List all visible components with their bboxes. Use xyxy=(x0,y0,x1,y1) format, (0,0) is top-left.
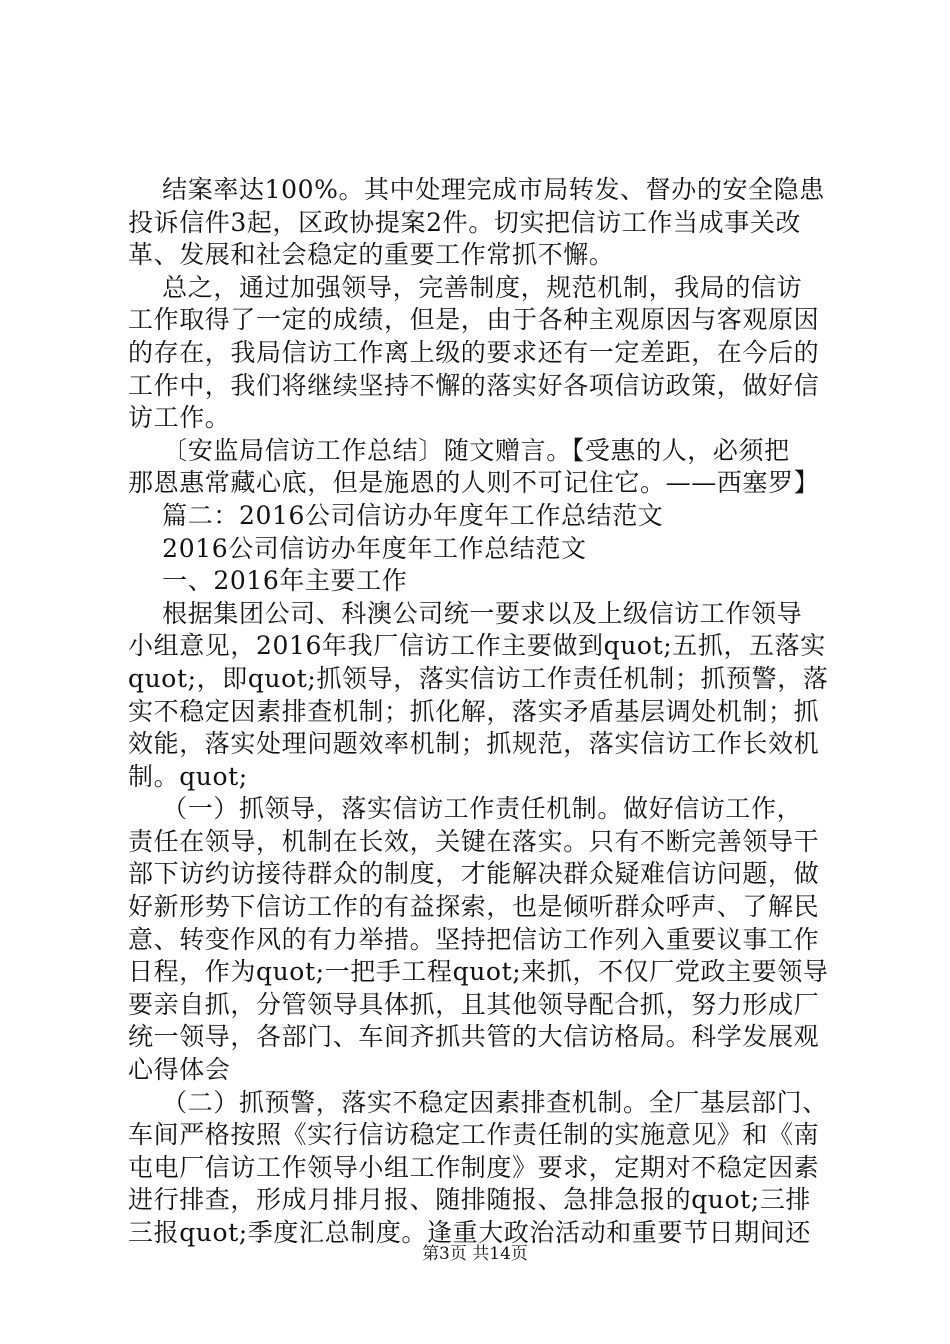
text-line: 意、转变作风的有力举措。坚持把信访工作列入重要议事工作 xyxy=(128,924,820,954)
text-line: 访工作。 xyxy=(128,403,231,433)
text-line: 部下访约访接待群众的制度，才能解决群众疑难信访问题，做 xyxy=(128,859,820,889)
text-line: （二）抓预警，落实不稳定因素排查机制。全厂基层部门、 xyxy=(128,1087,828,1117)
text-line: 革、发展和社会稳定的重要工作常抓不懈。 xyxy=(128,240,615,270)
text-line: 根据集团公司、科澳公司统一要求以及上级信访工作领导 xyxy=(128,598,803,628)
text-line: （一）抓领导，落实信访工作责任机制。做好信访工作， xyxy=(128,794,803,824)
text-line: 的存在，我局信访工作离上级的要求还有一定差距，在今后的 xyxy=(128,337,820,367)
text-line: 实不稳定因素排查机制；抓化解，落实矛盾基层调处机制；抓 xyxy=(128,696,820,726)
text-line: 责任在领导，机制在长效，关键在落实。只有不断完善领导干 xyxy=(128,826,820,856)
text-line: 〔安监局信访工作总结〕随文赠言。【受惠的人，必须把 xyxy=(128,435,790,465)
text-line: 那恩惠常藏心底，但是施恩的人则不可记住它。——西塞罗】 xyxy=(128,468,820,498)
text-line: 结案率达100%。其中处理完成市局转发、督办的安全隐患 xyxy=(128,175,825,204)
text-line: 要亲自抓，分管领导具体抓，且其他领导配合抓，努力形成厂 xyxy=(128,989,820,1019)
text-line: 效能，落实处理问题效率机制；抓规范，落实信访工作长效机 xyxy=(128,729,820,759)
text-line: 统一领导，各部门、车间齐抓共管的大信访格局。科学发展观 xyxy=(128,1022,820,1052)
text-line: 工作中，我们将继续坚持不懈的落实好各项信访政策，做好信 xyxy=(128,370,820,400)
text-line: 三报quot;季度汇总制度。逢重大政治活动和重要节日期间还 xyxy=(128,1218,812,1247)
text-line: 小组意见，2016年我厂信访工作主要做到quot;五抓，五落实 xyxy=(128,631,826,661)
text-line: quot;，即quot;抓领导，落实信访工作责任机制；抓预警，落 xyxy=(128,663,829,693)
text-line: 工作取得了一定的成绩，但是，由于各种主观原因与客观原因 xyxy=(128,305,820,335)
section-heading: 一、2016年主要工作 xyxy=(128,566,408,596)
text-line: 车间严格按照《实行信访稳定工作责任制的实施意见》和《南 xyxy=(128,1120,820,1150)
text-line: 总之，通过加强领导，完善制度，规范机制，我局的信访 xyxy=(128,272,803,302)
text-line: 进行排查，形成月排月报、随排随报、急排急报的quot;三排 xyxy=(128,1185,812,1215)
section-heading: 篇二：2016公司信访办年度年工作总结范文 xyxy=(128,500,664,530)
text-line: 好新形势下信访工作的有益探索，也是倾听群众呼声、了解民 xyxy=(128,892,820,922)
section-subtitle: 2016公司信访办年度年工作总结范文 xyxy=(128,533,587,563)
text-line: 日程，作为quot;一把手工程quot;来抓，不仅厂党政主要领导 xyxy=(128,957,829,987)
text-line: 心得体会 xyxy=(128,1055,231,1085)
text-line: 投诉信件3起，区政协提案2件。切实把信访工作当成事关改 xyxy=(128,207,802,237)
text-line: 屯电厂信访工作领导小组工作制度》要求，定期对不稳定因素 xyxy=(128,1152,820,1182)
page-footer xyxy=(0,1242,950,1266)
document-body xyxy=(128,174,843,1250)
text-line: 制。quot; xyxy=(128,761,248,791)
page-number: 第3页 共14页 xyxy=(422,1244,528,1264)
